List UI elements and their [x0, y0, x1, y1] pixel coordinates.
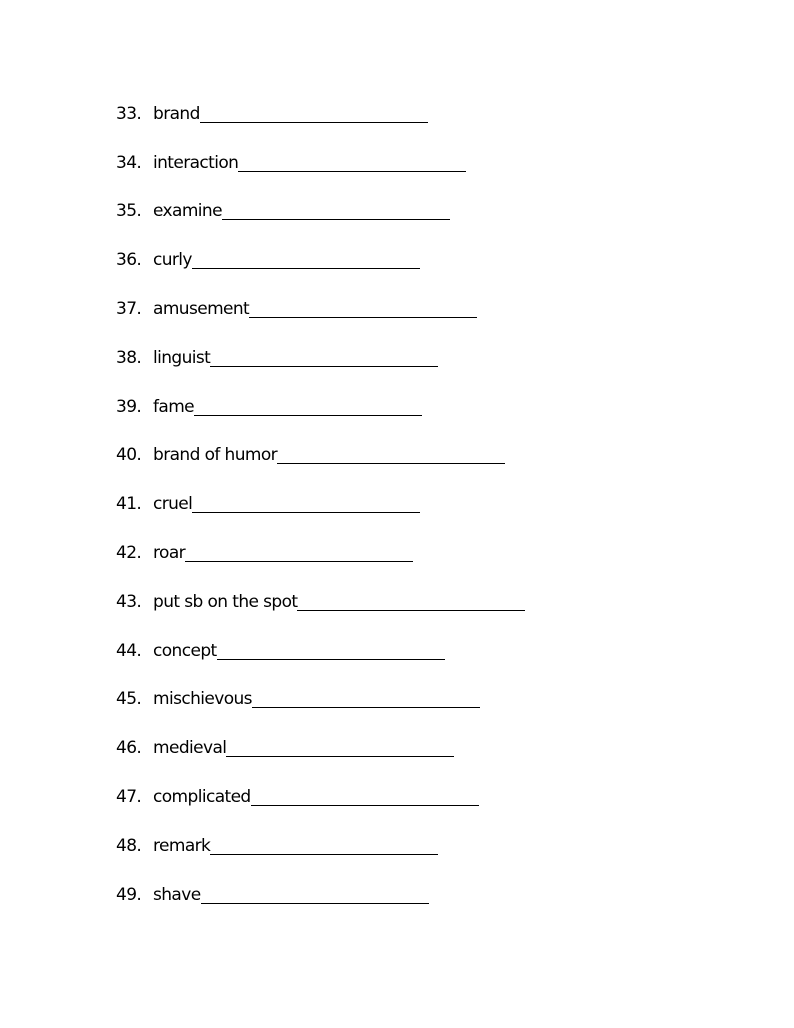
answer-blank-line[interactable]: [277, 463, 505, 464]
item-number: 46.: [116, 738, 142, 759]
item-term: put sb on the spot: [153, 591, 298, 612]
list-item: [116, 438, 756, 487]
answer-blank-line[interactable]: [238, 171, 466, 172]
item-term: fame: [153, 396, 195, 417]
list-item: [116, 340, 756, 389]
item-number: 43.: [116, 591, 142, 612]
item-number: 33.: [116, 103, 142, 124]
item-term: interaction: [153, 152, 239, 173]
answer-blank-line[interactable]: [251, 805, 479, 806]
answer-blank-line[interactable]: [210, 366, 438, 367]
list-item: [116, 389, 756, 438]
item-term: cruel: [153, 494, 193, 515]
item-number: 36.: [116, 250, 142, 271]
list-item: [116, 535, 756, 584]
answer-blank-line[interactable]: [192, 512, 420, 513]
list-item: [116, 779, 756, 828]
item-number: 41.: [116, 494, 142, 515]
item-number: 48.: [116, 835, 142, 856]
answer-blank-line[interactable]: [185, 561, 413, 562]
answer-blank-line[interactable]: [201, 903, 429, 904]
item-number: 42.: [116, 542, 142, 563]
vocabulary-list: [116, 96, 756, 926]
item-number: 49.: [116, 884, 142, 905]
item-term: remark: [153, 835, 211, 856]
item-term: brand: [153, 103, 200, 124]
item-number: 38.: [116, 347, 142, 368]
item-term: medieval: [153, 738, 227, 759]
answer-blank-line[interactable]: [200, 122, 428, 123]
answer-blank-line[interactable]: [210, 854, 438, 855]
item-number: 39.: [116, 396, 142, 417]
answer-blank-line[interactable]: [222, 219, 450, 220]
item-number: 44.: [116, 640, 142, 661]
item-term: examine: [153, 201, 222, 222]
answer-blank-line[interactable]: [192, 268, 420, 269]
list-item: [116, 291, 756, 340]
answer-blank-line[interactable]: [226, 756, 454, 757]
item-number: 45.: [116, 689, 142, 710]
item-term: mischievous: [153, 689, 252, 710]
list-item: [116, 242, 756, 291]
item-term: linguist: [153, 347, 211, 368]
answer-blank-line[interactable]: [217, 659, 445, 660]
list-item: [116, 828, 756, 877]
item-number: 37.: [116, 298, 142, 319]
list-item: [116, 145, 756, 194]
item-number: 35.: [116, 201, 142, 222]
answer-blank-line[interactable]: [252, 707, 480, 708]
item-term: complicated: [153, 786, 251, 807]
item-term: curly: [153, 250, 192, 271]
answer-blank-line[interactable]: [297, 610, 525, 611]
item-term: brand of humor: [153, 445, 278, 466]
list-item: [116, 194, 756, 243]
item-term: concept: [153, 640, 217, 661]
list-item: [116, 730, 756, 779]
list-item: [116, 633, 756, 682]
list-item: [116, 96, 756, 145]
item-number: 34.: [116, 152, 142, 173]
item-term: amusement: [153, 298, 250, 319]
answer-blank-line[interactable]: [194, 415, 422, 416]
list-item: [116, 486, 756, 535]
item-term: shave: [153, 884, 201, 905]
answer-blank-line[interactable]: [249, 317, 477, 318]
item-term: roar: [153, 542, 186, 563]
list-item: [116, 584, 756, 633]
list-item: [116, 682, 756, 731]
item-number: 40.: [116, 445, 142, 466]
list-item: [116, 877, 756, 926]
item-number: 47.: [116, 786, 142, 807]
